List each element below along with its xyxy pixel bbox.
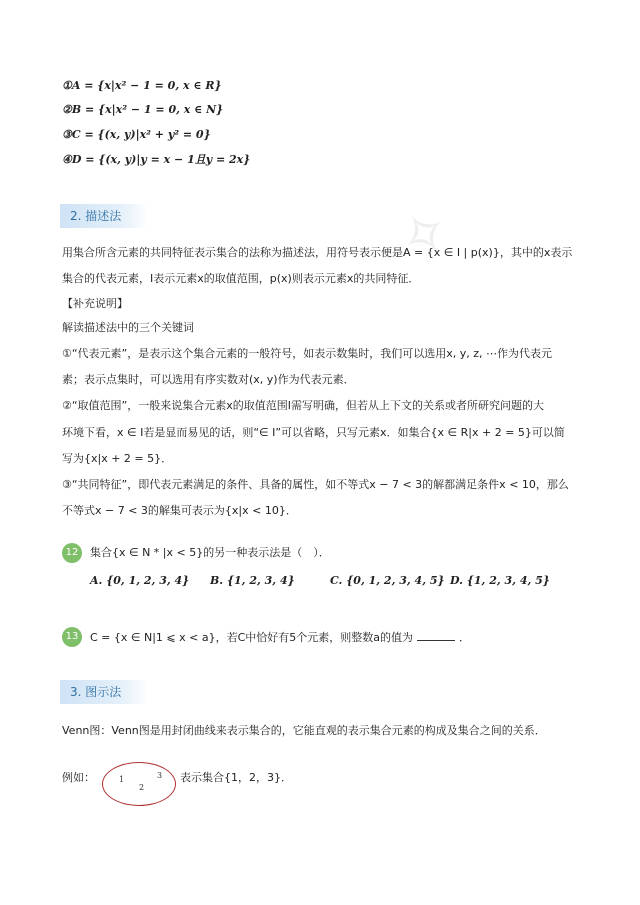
keyword-1-line-2: 素；表示点集时，可以选用有序实数对(x, y)作为代表元素． xyxy=(62,373,355,386)
venn-diagram xyxy=(102,762,176,806)
answer-blank[interactable] xyxy=(417,630,455,641)
keyword-2-line-1: ②“取值范围”，一般来说集合元素x的取值范围I需写明确，但若从上下文的关系或者所研究问题的大 xyxy=(62,399,545,412)
set-example-c: ③C = {(x, y)|x² + y² = 0} xyxy=(62,128,211,141)
option-c[interactable]: C. {0, 1, 2, 3, 4, 5} xyxy=(330,574,445,587)
keyword-3-line-2: 不等式x − 7 < 3的解集可表示为{x|x < 10}． xyxy=(62,504,297,517)
question-12-stem: 集合{x ∈ N * |x < 5}的另一种表示法是（ ）． xyxy=(90,546,330,559)
set-example-d: ④D = {(x, y)|y = x − 1且y = 2x} xyxy=(62,153,251,166)
section-2-header: 2. 描述法 xyxy=(60,204,148,228)
set-example-a: ①A = {x|x² − 1 = 0, x ∈ R} xyxy=(62,79,222,92)
venn-number: 2 xyxy=(139,783,145,792)
example-label: 例如： xyxy=(62,771,95,784)
supplement-label: 【补充说明】 xyxy=(62,297,128,310)
section-3-header: 3. 图示法 xyxy=(60,680,148,704)
keyword-3-line-1: ③“共同特征”，即代表元素满足的条件、具备的属性，如不等式x − 7 < 3的解都满足条件x < 10，那么 xyxy=(62,478,569,491)
keyword-1-line-1: ①“代表元素”，是表示这个集合元素的一般符号，如表示数集时，我们可以选用x, y, z, ⋯作为代表元 xyxy=(62,347,553,360)
question-13-stem xyxy=(90,630,470,646)
venn-number: 1 xyxy=(119,775,125,784)
example-text: 表示集合{1，2，3}． xyxy=(180,771,292,784)
question-12-badge: 12 xyxy=(62,543,82,563)
keyword-2-line-2: 环境下看，x ∈ I若是显而易见的话，则“∈ I”可以省略，只写元素x．如集合{x ∈ R|x + 2 = 5}可以简 xyxy=(62,426,565,439)
question-13-end: ． xyxy=(459,631,470,644)
option-a[interactable]: A. {0, 1, 2, 3, 4} xyxy=(90,574,190,587)
option-d[interactable]: D. {1, 2, 3, 4, 5} xyxy=(450,574,550,587)
paragraph: 集合的代表元素，I表示元素x的取值范围，p(x)则表示元素x的共同特征． xyxy=(62,272,420,285)
keyword-2-line-3: 写为{x|x + 2 = 5}． xyxy=(62,452,173,465)
option-b[interactable]: B. {1, 2, 3, 4} xyxy=(210,574,295,587)
keywords-heading: 解读描述法中的三个关键词 xyxy=(62,321,194,334)
question-13-text: C = {x ∈ N|1 ⩽ x < a}，若C中恰好有5个元素，则整数a的值为 xyxy=(90,631,413,644)
venn-description: Venn图：Venn图是用封闭曲线来表示集合的，它能直观的表示集合元素的构成及集合之间的关系． xyxy=(62,724,546,737)
paragraph: 用集合所含元素的共同特征表示集合的法称为描述法，用符号表示便是A = {x ∈ I | p(x)}，其中的x表示 xyxy=(62,246,573,259)
watermark: ✧ xyxy=(384,191,466,279)
venn-number: 3 xyxy=(157,771,163,780)
set-example-b: ②B = {x|x² − 1 = 0, x ∈ N} xyxy=(62,103,224,116)
question-13-badge: 13 xyxy=(62,627,82,647)
